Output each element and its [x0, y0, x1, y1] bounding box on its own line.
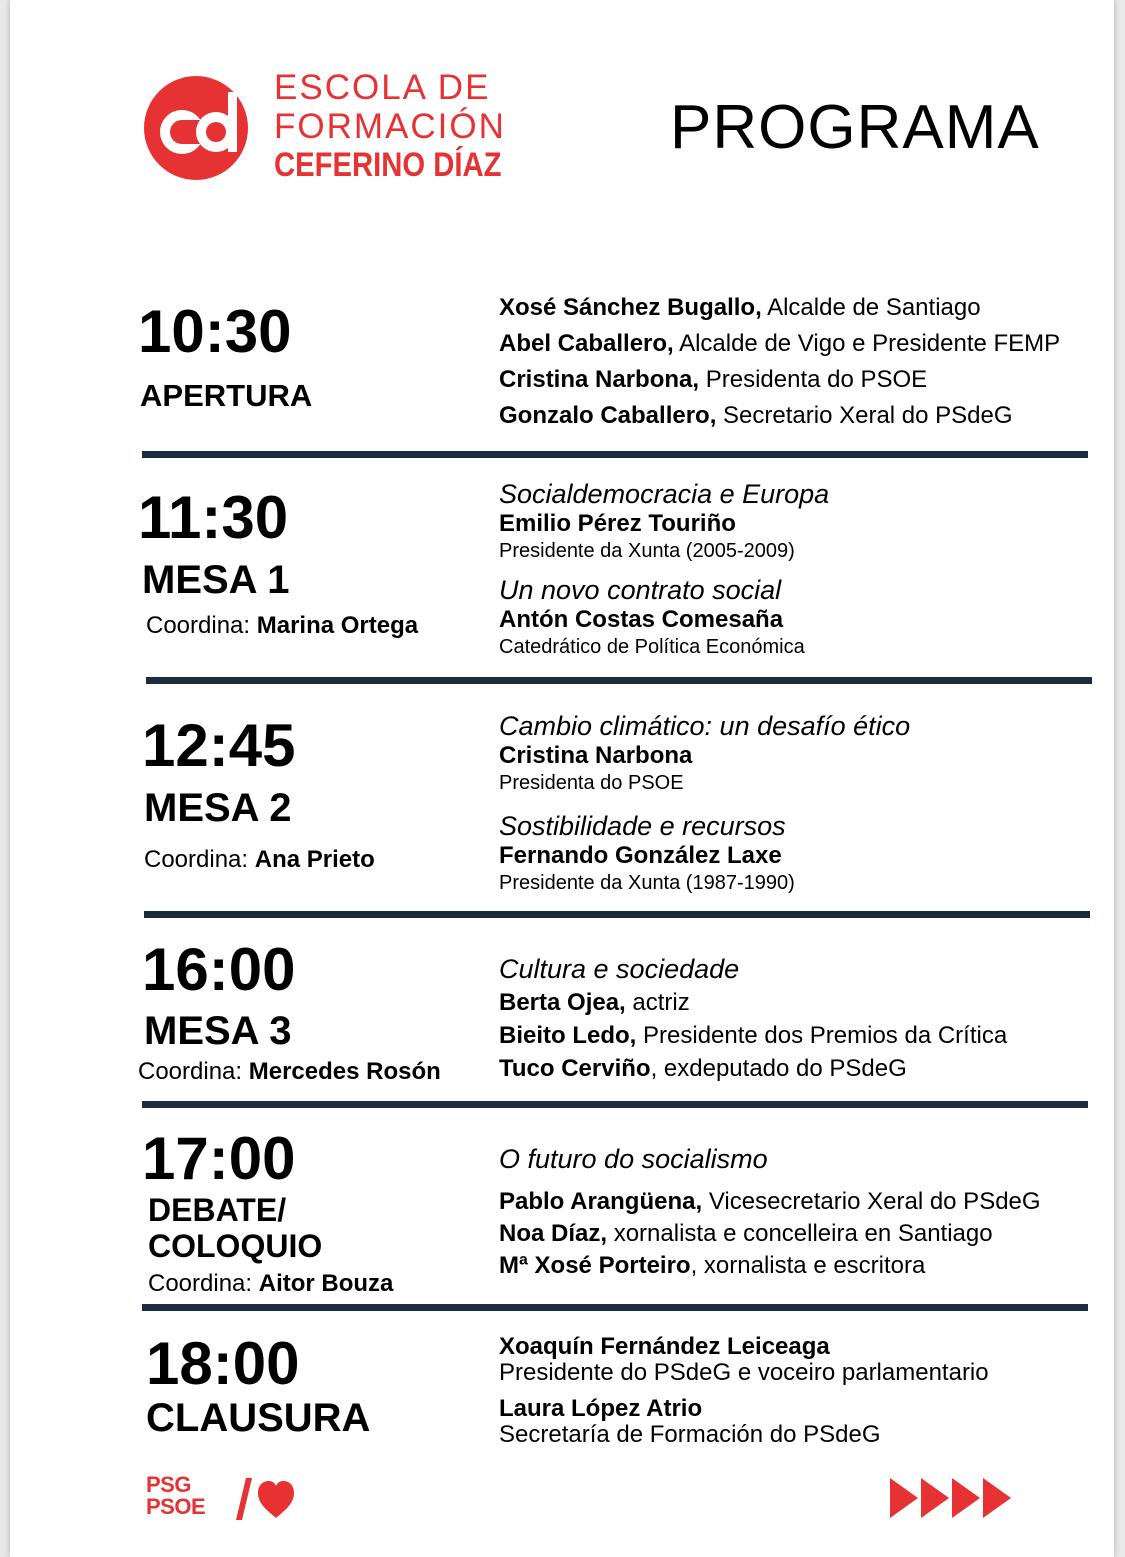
section-divider	[146, 677, 1092, 684]
escola-logo	[142, 68, 506, 190]
talk-title: Cambio climático: un desafío ético	[499, 711, 911, 741]
speaker-role: Presidente dos Premios da Crítica	[636, 1022, 1008, 1049]
session-time: 17:00	[142, 1125, 296, 1192]
speaker-role: , xornalista e escritora	[690, 1252, 926, 1279]
speaker-name: Tuco Cerviño	[499, 1055, 651, 1082]
speaker-line	[499, 1052, 1109, 1085]
session-topic: Cultura e sociedade	[499, 954, 740, 984]
play-arrows-icon	[888, 1476, 1018, 1520]
session-time: 11:30	[138, 484, 289, 551]
session-coordinator	[148, 1270, 393, 1298]
speaker-role: Presidenta do PSOE	[699, 366, 928, 393]
session-topic: O futuro do socialismo	[499, 1144, 768, 1174]
speaker-list	[499, 1334, 1109, 1448]
section-divider	[142, 1101, 1088, 1108]
speaker-line	[499, 326, 1109, 362]
talk-title: Socialdemocracia e Europa	[499, 479, 830, 509]
logo-text	[274, 70, 538, 182]
section-divider	[144, 911, 1090, 918]
speaker-line	[499, 290, 1109, 326]
session-time: 10:30	[138, 298, 292, 365]
session-label: MESA 2	[144, 786, 292, 830]
logo-line-3: CEFERINO DÍAZ	[274, 146, 502, 184]
talk-speaker: Cristina Narbona	[499, 742, 693, 769]
psg-text: PSG	[146, 1472, 191, 1497]
talk-title: Un novo contrato social	[499, 575, 782, 605]
session-label: MESA 3	[144, 1009, 292, 1053]
coordinator-label: Coordina:	[146, 612, 257, 639]
speaker-role: Alcalde de Vigo e Presidente FEMP	[673, 330, 1061, 357]
speaker-name: Mª Xosé Porteiro	[499, 1252, 691, 1279]
cd-logo-icon	[142, 74, 250, 182]
speaker-name: Berta Ojea,	[499, 989, 626, 1016]
speaker-name: Pablo Arangüena,	[499, 1188, 703, 1215]
session-label-line-2: COLOQUIO	[148, 1228, 323, 1264]
speaker-list	[499, 1142, 1109, 1282]
session-time: 16:00	[142, 936, 296, 1003]
speaker-name: Cristina Narbona,	[499, 366, 700, 393]
speaker-name: Xoaquín Fernández Leiceaga	[499, 1333, 830, 1360]
logo-line-1: ESCOLA DE	[274, 68, 491, 107]
session-coordinator	[138, 1058, 441, 1086]
speaker-line	[499, 1019, 1109, 1052]
speaker-name: Noa Díaz,	[499, 1220, 608, 1247]
speaker-line	[499, 1250, 1109, 1282]
speaker-name: Xosé Sánchez Bugallo,	[499, 294, 762, 321]
speaker-role: Vicesecretario Xeral do PSdeG	[702, 1188, 1041, 1215]
session-label: CLAUSURA	[146, 1396, 371, 1440]
speaker-name: Laura López Atrio	[499, 1395, 703, 1422]
speaker-name: Abel Caballero,	[499, 330, 674, 357]
logo-line-2: FORMACIÓN	[274, 107, 506, 146]
speaker-role: Alcalde de Santiago	[761, 294, 981, 321]
session-label: MESA 1	[142, 558, 290, 602]
talk-speaker: Antón Costas Comesaña	[499, 606, 784, 633]
psg-psoe-wordmark	[146, 1474, 205, 1518]
speaker-line	[499, 1186, 1109, 1218]
talk-list	[499, 478, 1109, 660]
talk-title: Sostibilidade e recursos	[499, 811, 786, 841]
speaker-role: Secretaría de Formación do PSdeG	[499, 1421, 881, 1448]
speaker-role: xornalista e concelleira en Santiago	[607, 1220, 993, 1247]
speaker-list	[499, 290, 1109, 434]
talk-role: Presidenta do PSOE	[499, 772, 684, 794]
coordinator-name: Ana Prieto	[254, 846, 375, 873]
speaker-role: , exdeputado do PSdeG	[650, 1055, 907, 1082]
heart-icon	[228, 1474, 298, 1522]
talk-speaker: Emilio Pérez Touriño	[499, 510, 736, 537]
talk-role: Catedrático de Política Económica	[499, 636, 805, 658]
coordinator-name: Aitor Bouza	[258, 1270, 394, 1297]
speaker-list	[499, 952, 1109, 1085]
page-title: PROGRAMA	[670, 93, 1040, 162]
talk-role: Presidente da Xunta (1987-1990)	[499, 872, 795, 894]
speaker-role: Presidente do PSdeG e voceiro parlamentario	[499, 1359, 989, 1386]
session-coordinator	[146, 612, 418, 640]
speaker-role: actriz	[625, 989, 690, 1016]
speaker-line	[499, 398, 1109, 434]
psg-psoe-logo	[146, 1474, 316, 1524]
speaker-line	[499, 362, 1109, 398]
speaker-line	[499, 1218, 1109, 1250]
coordinator-label: Coordina:	[144, 846, 255, 873]
talk-speaker: Fernando González Laxe	[499, 842, 782, 869]
coordinator-name: Mercedes Rosón	[248, 1058, 441, 1085]
section-divider	[142, 1304, 1088, 1311]
coordinator-name: Marina Ortega	[256, 612, 419, 639]
session-time: 12:45	[142, 712, 296, 779]
session-time: 18:00	[146, 1330, 300, 1397]
coordinator-label: Coordina:	[138, 1058, 249, 1085]
speaker-role: Secretario Xeral do PSdeG	[716, 402, 1013, 429]
speaker-name: Bieito Ledo,	[499, 1022, 637, 1049]
speaker-line	[499, 986, 1109, 1019]
psoe-text: PSOE	[146, 1494, 206, 1519]
session-label: APERTURA	[140, 378, 313, 413]
session-label-line-1: DEBATE/	[148, 1192, 287, 1228]
section-divider	[142, 451, 1088, 458]
talk-list	[499, 710, 1109, 896]
session-coordinator	[144, 846, 375, 874]
speaker-name: Gonzalo Caballero,	[499, 402, 717, 429]
talk-role: Presidente da Xunta (2005-2009)	[499, 540, 795, 562]
coordinator-label: Coordina:	[148, 1270, 259, 1297]
